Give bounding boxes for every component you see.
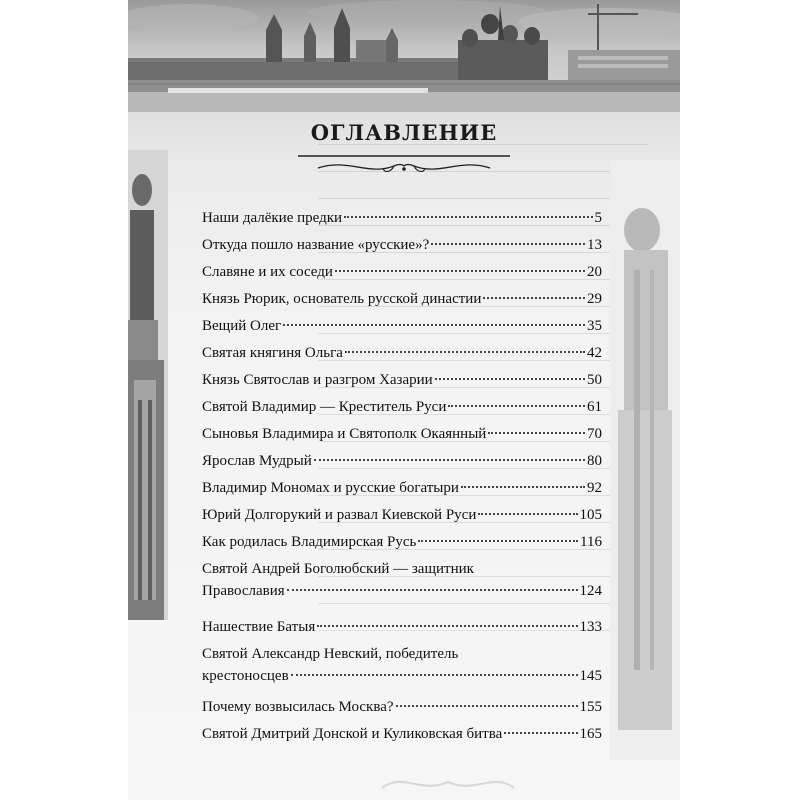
- toc-entry-title: Владимир Мономах и русские богатыри: [202, 480, 459, 496]
- toc-entry-page: 145: [579, 668, 602, 684]
- dot-leader: [478, 513, 577, 515]
- toc-entry-page: 70: [587, 426, 602, 442]
- toc-entry-page: 29: [587, 291, 602, 307]
- toc-entry[interactable]: [202, 288, 602, 310]
- toc-entry[interactable]: [202, 477, 602, 499]
- skyline-photo-icon: [128, 0, 680, 112]
- statue-left-photo-icon: [128, 150, 168, 620]
- dot-leader: [488, 432, 585, 434]
- dot-leader: [283, 324, 585, 326]
- statue-right-photo-icon: [610, 160, 680, 760]
- toc-entry-title: Сыновья Владимира и Святополк Окаянный: [202, 426, 487, 442]
- dot-leader: [418, 540, 578, 542]
- toc-entry-page: 13: [587, 237, 602, 253]
- dot-leader: [435, 378, 585, 380]
- toc-entry-title: Православия: [202, 583, 285, 599]
- toc-entry-title: Славяне и их соседи: [202, 264, 333, 280]
- toc-entry-title: Князь Рюрик, основатель русской династии: [202, 291, 482, 307]
- toc-entry-title: Вещий Олег: [202, 318, 282, 334]
- toc-entry[interactable]: [202, 504, 602, 526]
- dot-leader: [317, 625, 577, 627]
- dot-leader: [448, 405, 585, 407]
- dot-leader: [461, 486, 585, 488]
- toc-entry-page: 61: [587, 399, 602, 415]
- toc-entry-title: Святая княгиня Ольга: [202, 345, 343, 361]
- flourish-ornament-icon: [298, 150, 510, 178]
- toc-entry-title-line1: Святой Александр Невский, победитель: [202, 646, 459, 662]
- toc-entry-page: 50: [587, 372, 602, 388]
- toc-entry-page: 42: [587, 345, 602, 361]
- toc-entry-title: Почему возвысилась Москва?: [202, 699, 394, 715]
- toc-entry-page: 35: [587, 318, 602, 334]
- toc-entry[interactable]: [202, 396, 602, 418]
- toc-entry-page: 155: [579, 699, 602, 715]
- toc-entry[interactable]: [202, 207, 602, 229]
- toc-entry-page: 5: [594, 210, 602, 226]
- toc-entry-page: 92: [587, 480, 602, 496]
- dot-leader: [483, 297, 585, 299]
- toc-entry-title: Святой Дмитрий Донской и Куликовская битва: [202, 726, 503, 742]
- toc-entry-page: 165: [579, 726, 602, 742]
- toc-entry[interactable]: [202, 234, 602, 256]
- toc-entry-title: Нашествие Батыя: [202, 619, 316, 635]
- toc-entry[interactable]: [202, 696, 602, 718]
- toc-entry[interactable]: [202, 261, 602, 283]
- toc-entry[interactable]: [202, 315, 602, 337]
- toc-entry-title: Ярослав Мудрый: [202, 453, 312, 469]
- toc-entry-page: 124: [579, 583, 602, 599]
- dot-leader: [345, 351, 585, 353]
- toc-entry[interactable]: [202, 423, 602, 445]
- page-title: ОГЛАВЛЕНИЕ: [310, 120, 498, 145]
- dot-leader: [335, 270, 585, 272]
- toc-entry-title: Наши далёкие предки: [202, 210, 343, 226]
- bottom-scroll-ornament-icon: [378, 770, 518, 796]
- toc-entry[interactable]: [202, 558, 602, 602]
- toc-entry-page: 20: [587, 264, 602, 280]
- toc-entry[interactable]: [202, 342, 602, 364]
- toc-entry-title-line1: Святой Андрей Боголюбский — защитник: [202, 561, 474, 577]
- toc-entry[interactable]: [202, 643, 602, 687]
- toc-entry-page: 133: [579, 619, 602, 635]
- dot-leader: [314, 459, 585, 461]
- toc-entry-title: Как родилась Владимирская Русь: [202, 534, 417, 550]
- toc-entry[interactable]: [202, 531, 602, 553]
- toc-entry-title: Святой Владимир — Креститель Руси: [202, 399, 447, 415]
- toc-entry-page: 105: [579, 507, 602, 523]
- toc-entry-title: Юрий Долгорукий и развал Киевской Руси: [202, 507, 477, 523]
- toc-entry-page: 116: [580, 534, 602, 550]
- dot-leader: [396, 705, 578, 707]
- dot-leader: [504, 732, 577, 734]
- toc-entry-page: 80: [587, 453, 602, 469]
- toc-entry-title: крестоносцев: [202, 668, 289, 684]
- book-page: [128, 0, 680, 800]
- dot-leader: [344, 216, 592, 218]
- toc-entry-title: Откуда пошло название «русские»?: [202, 237, 430, 253]
- toc-entry[interactable]: [202, 369, 602, 391]
- toc-entry[interactable]: [202, 450, 602, 472]
- toc-entry[interactable]: [202, 723, 602, 745]
- toc-entry[interactable]: [202, 616, 602, 638]
- dot-leader: [291, 674, 578, 676]
- toc-entry-title: Князь Святослав и разгром Хазарии: [202, 372, 433, 388]
- dot-leader: [287, 589, 578, 591]
- dot-leader: [431, 243, 585, 245]
